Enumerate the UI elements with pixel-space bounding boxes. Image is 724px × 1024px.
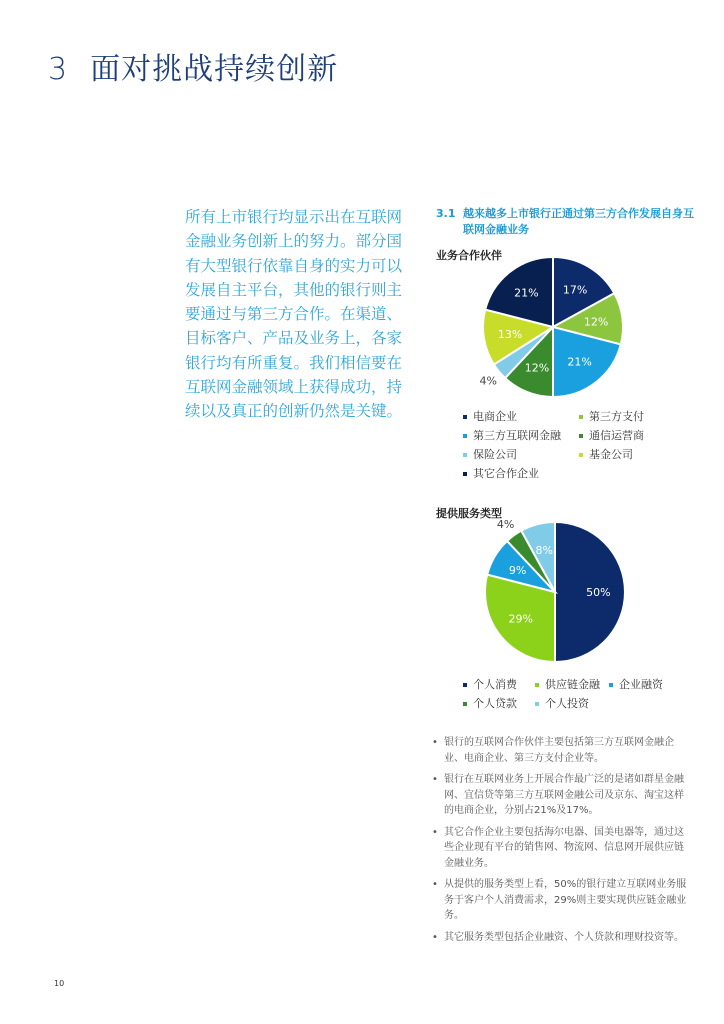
legend-item [579,446,633,462]
pie-data-label: 12% [524,361,550,375]
legend-item [463,676,517,692]
legend-swatch [463,415,467,419]
legend-item [463,427,561,443]
legend-label: 通信运营商 [589,429,644,442]
legend-swatch [463,472,467,476]
legend-swatch [579,415,583,419]
pie-data-label: 4% [496,518,515,532]
legend-item [535,676,600,692]
chart1-pie [473,252,633,402]
chart2-pie [475,512,635,672]
legend-label: 个人消费 [473,678,517,691]
legend-item [463,408,517,424]
pie-data-label: 21% [514,286,539,300]
legend-swatch [579,434,583,438]
chapter-title [48,44,338,88]
legend-item [579,427,644,443]
legend-label: 保险公司 [473,448,517,461]
legend-swatch [463,453,467,457]
legend-label: 第三方支付 [589,410,644,423]
legend-swatch [579,453,583,457]
section-heading [436,206,696,238]
pie-data-label: 9% [508,563,527,577]
legend-label: 电商企业 [473,410,517,423]
legend-item [463,446,517,462]
legend-item [463,695,517,711]
bullet-item: • 其它合作企业主要包括海尔电器、国美电器等，通过这些企业现有平台的销售网、物流网、信息网开展供应链金融业务。 [430,825,690,872]
chapter-title-text: 面对挑战持续创新 [90,52,339,87]
legend-item [463,465,539,481]
pie-data-label: 50% [586,586,611,599]
page-number: 10 [54,979,65,988]
legend-swatch [463,434,467,438]
section-number: 3.1 [436,207,456,220]
pie-data-label: 29% [508,612,533,626]
legend-swatch [535,702,539,706]
legend-label: 个人投资 [545,697,589,710]
bullet-item: • 银行在互联网业务上开展合作最广泛的是诸如群星金融网、宜信贷等第三方互联网金融公司及京东、淘宝这样的电商企业，分别占21%及17%。 [430,772,690,819]
legend-label: 其它合作企业 [473,467,539,480]
chart1-title: 业务合作伙伴 [436,249,502,262]
legend-label: 个人贷款 [473,697,517,710]
legend-label: 企业融资 [619,678,663,691]
legend-swatch [609,683,613,687]
bullet-list [430,735,690,951]
bullet-item: • 银行的互联网合作伙伴主要包括第三方互联网金融企业、电商企业、第三方支付企业等。 [430,735,690,766]
intro-text: 所有上市银行均显示出在互联网金融业务创新上的努力。部分国有大型银行依靠自身的实力可以发展自主平台，其他的银行则主要通过与第三方合作。在渠道、目标客户、产品及业务上，各家银行均有所重复。我们相信要在互联网金融领域上获得成功，持续以及真正的创新仍然是关键。 [185,208,403,421]
section-title: 越来越多上市银行正通过第三方合作发展自身互联网金融业务 [463,207,694,236]
legend-swatch [463,683,467,687]
legend-label: 基金公司 [589,448,633,461]
legend-swatch [535,683,539,687]
bullet-item: • 其它服务类型包括企业融资、个人贷款和理财投资等。 [430,930,690,946]
legend-swatch [463,702,467,706]
legend-label: 第三方互联网金融 [473,429,561,442]
chart2-title: 提供服务类型 [436,507,502,520]
pie-data-label: 13% [497,327,523,341]
legend-label: 供应链金融 [545,678,600,691]
pie-data-label: 21% [567,355,592,369]
legend-item [579,408,644,424]
pie-data-label: 8% [535,543,553,557]
legend-item [535,695,589,711]
pie-data-label: 17% [562,283,588,297]
legend-item [609,676,663,692]
bullet-item: • 从提供的服务类型上看，50%的银行建立互联网业务服务于客户个人消费需求，29%则主要实现供应链金融业务。 [430,877,690,924]
chapter-number: 3 [48,52,69,87]
pie-data-label: 4% [479,374,498,388]
pie-data-label: 12% [583,315,609,329]
